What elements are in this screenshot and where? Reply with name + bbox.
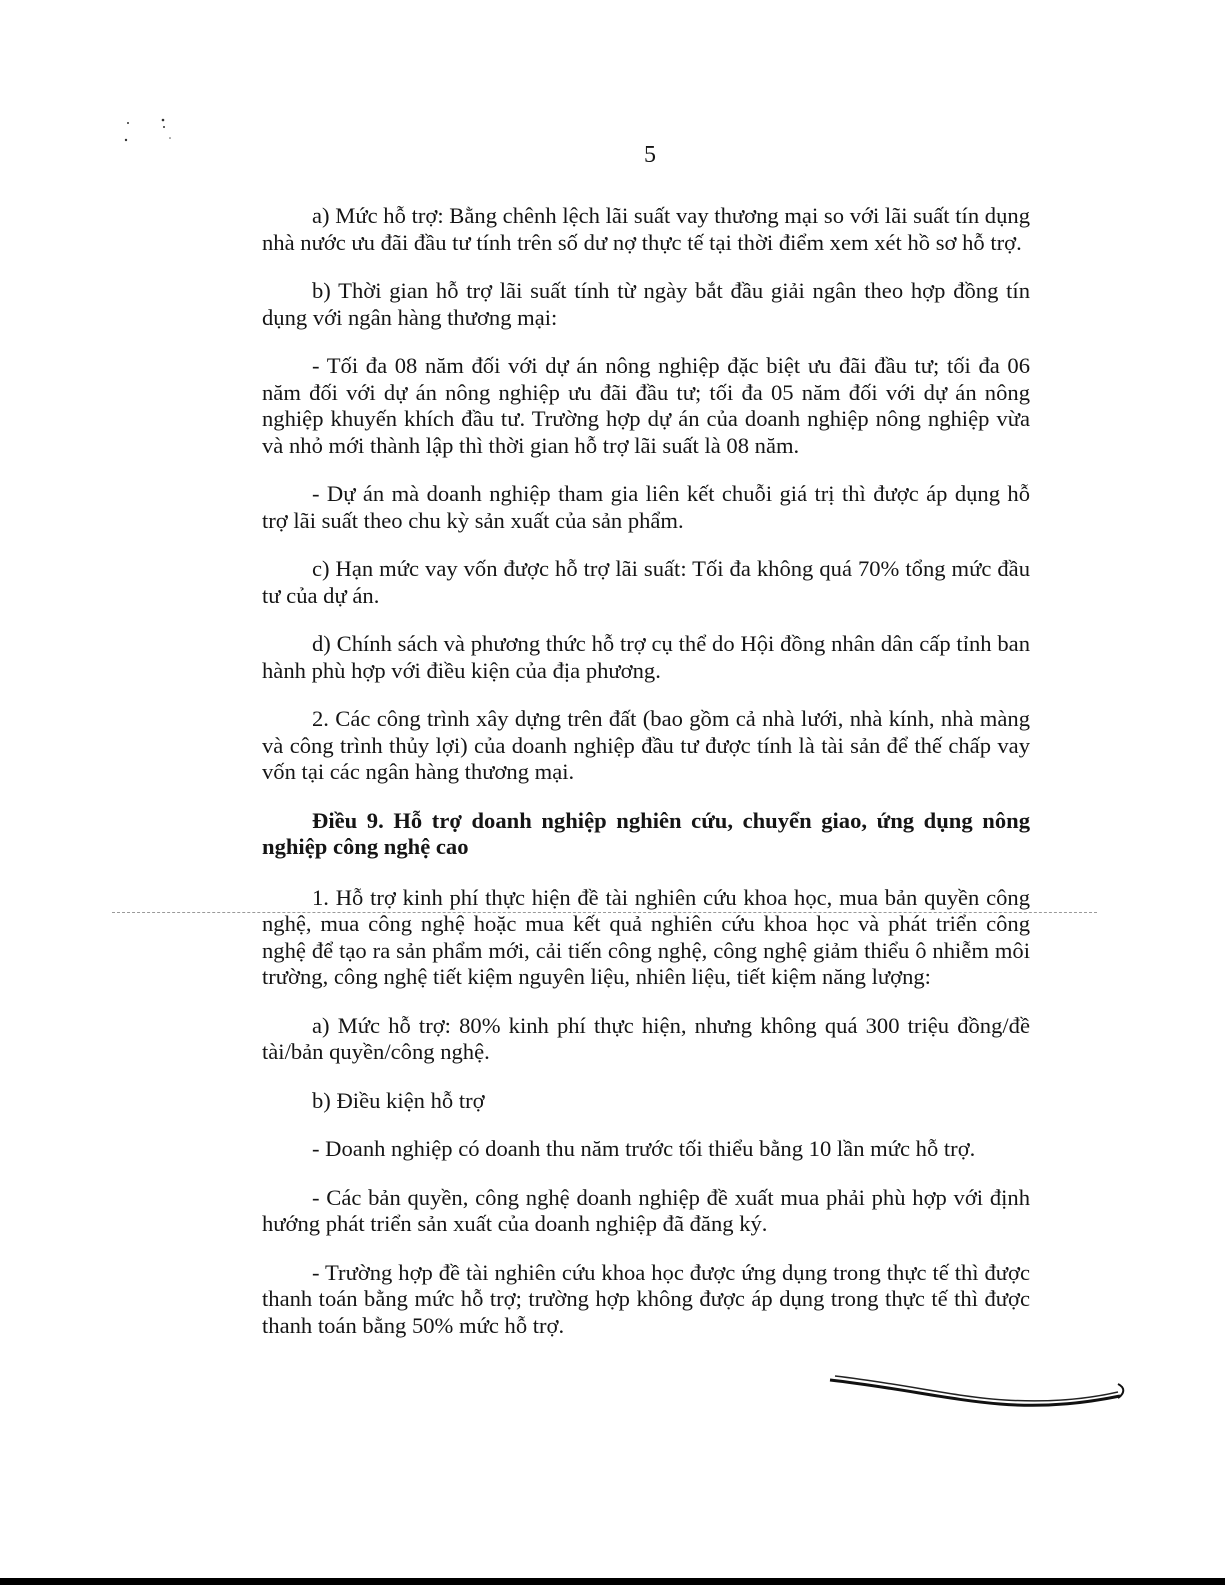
paragraph-8-1c: c) Hạn mức vay vốn được hỗ trợ lãi suất: Tối đa không quá 70% tổng mức đầu tư của dự án. [262, 556, 1030, 608]
scan-bottom-edge [0, 1578, 1225, 1585]
paragraph-8-1b: b) Thời gian hỗ trợ lãi suất tính từ ngày bắt đầu giải ngân theo hợp đồng tín dụng với ngân hàng thương mại: [262, 278, 1030, 330]
paragraph-9-1a: a) Mức hỗ trợ: 80% kinh phí thực hiện, nhưng không quá 300 triệu đồng/đề tài/bản quyền/công nghệ. [262, 1012, 1030, 1064]
paragraph-8-1a: a) Mức hỗ trợ: Bằng chênh lệch lãi suất vay thương mại so với lãi suất tín dụng nhà nước ưu đãi đầu tư tính trên số dư nợ thực tế tại thời điểm xem xét hồ sơ hỗ trợ. [262, 203, 1030, 255]
paragraph-8-1b-ii: - Dự án mà doanh nghiệp tham gia liên kết chuỗi giá trị thì được áp dụng hỗ trợ lãi suất theo chu kỳ sản xuất của sản phẩm. [262, 481, 1030, 533]
page-number: 5 [644, 142, 656, 168]
paragraph-8-2: 2. Các công trình xây dựng trên đất (bao gồm cả nhà lưới, nhà kính, nhà màng và công trình thủy lợi) của doanh nghiệp đầu tư được tính là tài sản để thế chấp vay vốn tại các ngân hàng thương mại. [262, 706, 1030, 784]
paragraph-9-1: 1. Hỗ trợ kinh phí thực hiện đề tài nghiên cứu khoa học, mua bản quyền công nghệ, mua công nghệ hoặc mua kết quả nghiên cứu khoa học và phát triển công nghệ để tạo ra sản phẩm mới, cải tiến công nghệ, công nghệ giảm thiểu ô nhiễm môi trường, công nghệ tiết kiệm nguyên liệu, nhiên liệu, tiết kiệm năng lượng: [262, 884, 1030, 989]
pen-mark [700, 1340, 1130, 1420]
paragraph-8-1d: d) Chính sách và phương thức hỗ trợ cụ thể do Hội đồng nhân dân cấp tỉnh ban hành phù hợp với điều kiện của địa phương. [262, 631, 1030, 683]
document-body [262, 203, 1030, 1361]
paragraph-9-1b: b) Điều kiện hỗ trợ [312, 1087, 485, 1113]
article-9-heading: Điều 9. Hỗ trợ doanh nghiệp nghiên cứu, chuyển giao, ứng dụng nông nghiệp công nghệ cao [262, 807, 1030, 859]
paragraph-9-1b-i: - Doanh nghiệp có doanh thu năm trước tối thiểu bằng 10 lần mức hỗ trợ. [312, 1136, 976, 1161]
paragraph-9-1b-iii: - Trường hợp đề tài nghiên cứu khoa học được ứng dụng trong thực tế thì được thanh toán bằng mức hỗ trợ; trường hợp không được áp dụng trong thực tế thì được thanh toán bằng 50% mức hỗ trợ. [262, 1259, 1030, 1338]
paragraph-9-1b-ii: - Các bản quyền, công nghệ doanh nghiệp đề xuất mua phải phù hợp với định hướng phát triển sản xuất của doanh nghiệp đã đăng ký. [262, 1184, 1030, 1236]
paragraph-8-1b-i: - Tối đa 08 năm đối với dự án nông nghiệp đặc biệt ưu đãi đầu tư; tối đa 06 năm đối với dự án nông nghiệp ưu đãi đầu tư; tối đa 05 năm đối với dự án nông nghiệp khuyến khích đầu tư. Trường hợp dự án của doanh nghiệp nông nghiệp vừa và nhỏ mới thành lập thì thời gian hỗ trợ lãi suất là 08 năm. [262, 353, 1030, 458]
